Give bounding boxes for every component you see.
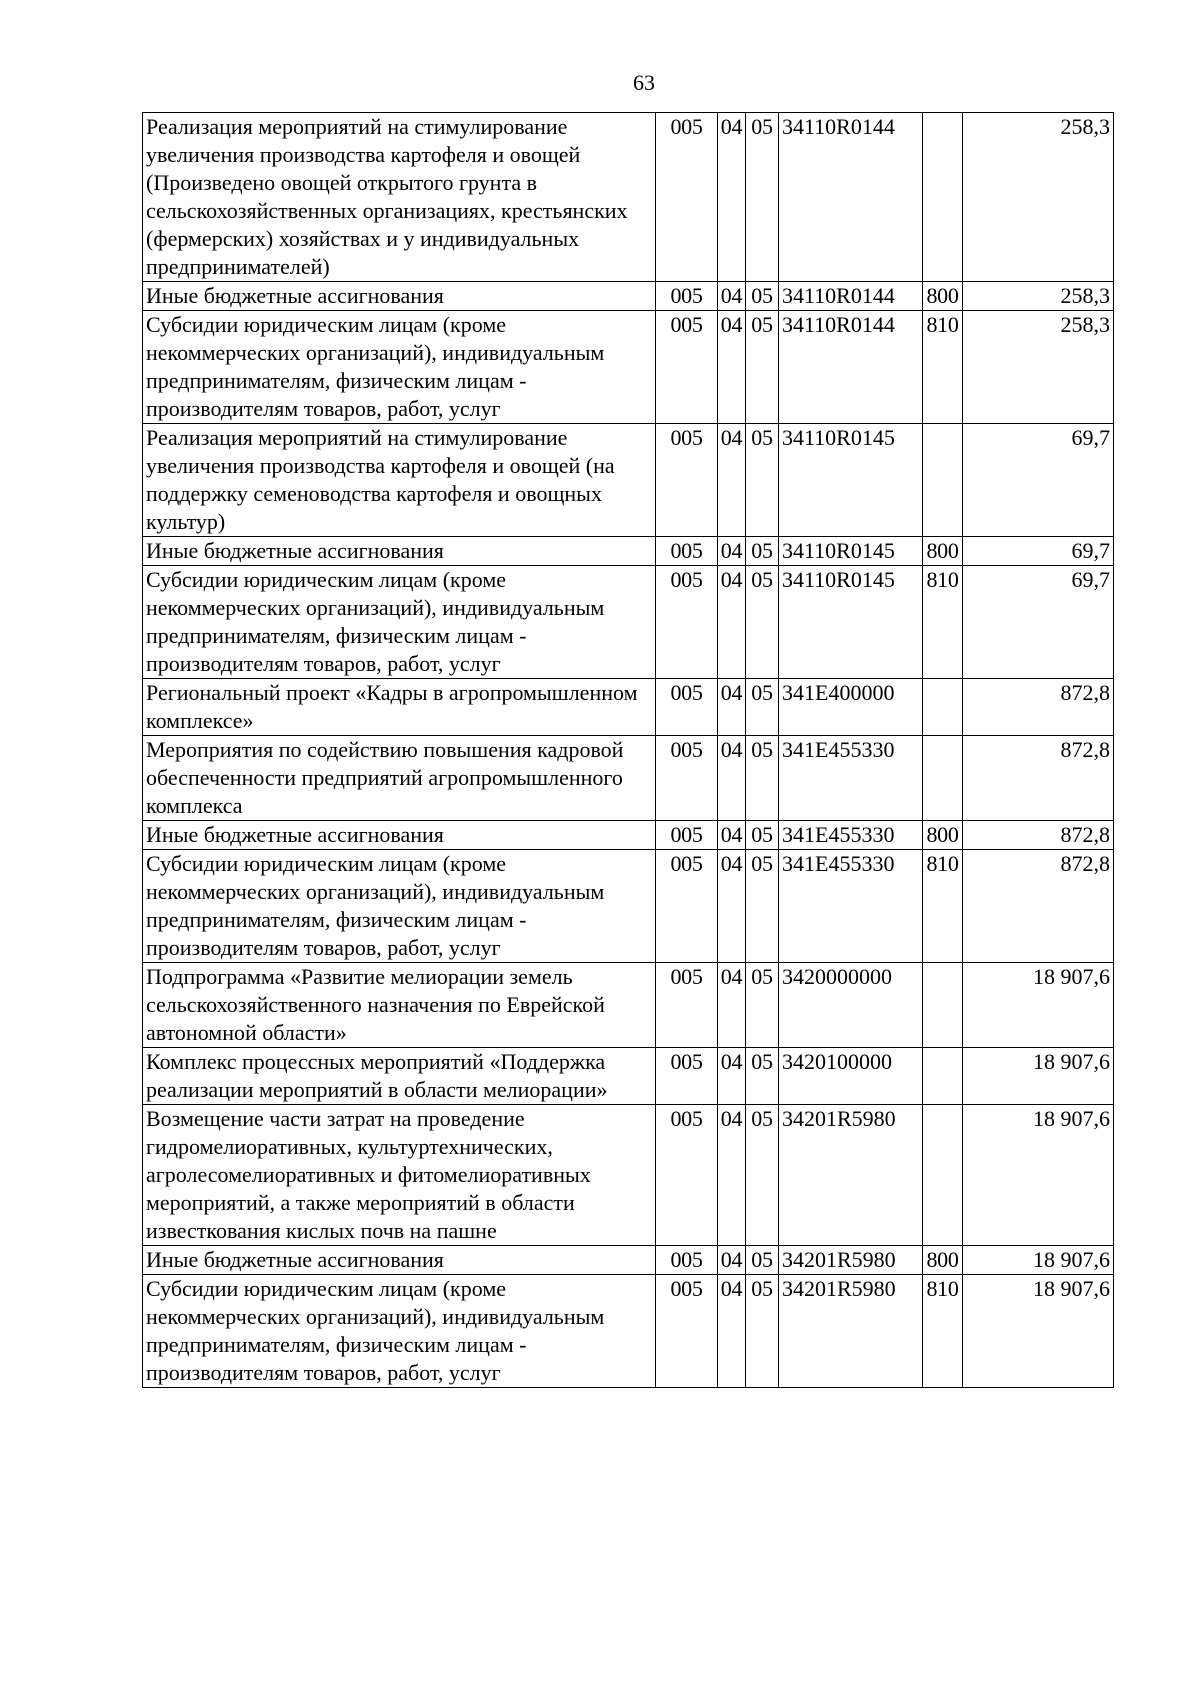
row-pr-cell: 05 xyxy=(746,963,779,1048)
row-ved-cell: 005 xyxy=(656,963,718,1048)
row-name-cell: Иные бюджетные ассигнования xyxy=(143,282,656,311)
row-name-cell: Субсидии юридическим лицам (кроме некоммерческих организаций), индивидуальным предпринимателям, физическим лицам - производителям товаров, работ, услуг xyxy=(143,850,656,963)
row-vr-cell: 810 xyxy=(923,566,963,679)
row-sum-cell: 18 907,6 xyxy=(963,1048,1114,1105)
row-name-cell: Мероприятия по содействию повышения кадровой обеспеченности предприятий агропромышленного комплекса xyxy=(143,736,656,821)
row-sum-cell: 872,8 xyxy=(963,679,1114,736)
row-sum-cell: 872,8 xyxy=(963,850,1114,963)
table-row xyxy=(143,1275,1114,1388)
row-vr-cell: 800 xyxy=(923,821,963,850)
row-vr-cell xyxy=(923,1105,963,1246)
row-ved-cell: 005 xyxy=(656,424,718,537)
row-pr-cell: 05 xyxy=(746,1105,779,1246)
row-rz-cell: 04 xyxy=(718,821,746,850)
table-row xyxy=(143,113,1114,282)
row-ved-cell: 005 xyxy=(656,850,718,963)
table-row xyxy=(143,537,1114,566)
row-sum-cell: 18 907,6 xyxy=(963,963,1114,1048)
row-csr-cell: 34201R5980 xyxy=(779,1246,923,1275)
row-pr-cell: 05 xyxy=(746,1246,779,1275)
row-pr-cell: 05 xyxy=(746,1275,779,1388)
row-vr-cell xyxy=(923,679,963,736)
row-vr-cell xyxy=(923,424,963,537)
row-name-cell: Реализация мероприятий на стимулирование увеличения производства картофеля и овощей (на поддержку семеноводства картофеля и овощных культур) xyxy=(143,424,656,537)
row-rz-cell: 04 xyxy=(718,1105,746,1246)
row-name-cell: Комплекс процессных мероприятий «Поддержка реализации мероприятий в области мелиорации» xyxy=(143,1048,656,1105)
row-ved-cell: 005 xyxy=(656,1246,718,1275)
row-sum-cell: 18 907,6 xyxy=(963,1246,1114,1275)
table-row xyxy=(143,1105,1114,1246)
row-sum-cell: 872,8 xyxy=(963,736,1114,821)
row-csr-cell: 34110R0145 xyxy=(779,537,923,566)
row-name-cell: Иные бюджетные ассигнования xyxy=(143,537,656,566)
row-vr-cell xyxy=(923,963,963,1048)
row-sum-cell: 69,7 xyxy=(963,424,1114,537)
row-rz-cell: 04 xyxy=(718,537,746,566)
row-ved-cell: 005 xyxy=(656,736,718,821)
table-row xyxy=(143,424,1114,537)
row-csr-cell: 34201R5980 xyxy=(779,1275,923,1388)
row-ved-cell: 005 xyxy=(656,821,718,850)
row-csr-cell: 34110R0145 xyxy=(779,566,923,679)
row-name-cell: Субсидии юридическим лицам (кроме некоммерческих организаций), индивидуальным предпринимателям, физическим лицам - производителям товаров, работ, услуг xyxy=(143,566,656,679)
row-pr-cell: 05 xyxy=(746,537,779,566)
row-rz-cell: 04 xyxy=(718,1048,746,1105)
row-vr-cell: 800 xyxy=(923,537,963,566)
row-vr-cell: 810 xyxy=(923,311,963,424)
row-csr-cell: 341E455330 xyxy=(779,821,923,850)
row-name-cell: Субсидии юридическим лицам (кроме некоммерческих организаций), индивидуальным предпринимателям, физическим лицам - производителям товаров, работ, услуг xyxy=(143,311,656,424)
row-name-cell: Субсидии юридическим лицам (кроме некоммерческих организаций), индивидуальным предпринимателям, физическим лицам - производителям товаров, работ, услуг xyxy=(143,1275,656,1388)
row-csr-cell: 341E455330 xyxy=(779,736,923,821)
row-rz-cell: 04 xyxy=(718,850,746,963)
row-name-cell: Возмещение части затрат на проведение гидромелиоративных, культуртехнических, агролесомелиоративных и фитомелиоративных мероприятий, а также мероприятий в области известкования кислых почв на пашне xyxy=(143,1105,656,1246)
row-ved-cell: 005 xyxy=(656,1105,718,1246)
table-row xyxy=(143,821,1114,850)
table-row xyxy=(143,736,1114,821)
row-rz-cell: 04 xyxy=(718,566,746,679)
row-rz-cell: 04 xyxy=(718,113,746,282)
row-rz-cell: 04 xyxy=(718,1246,746,1275)
row-sum-cell: 69,7 xyxy=(963,566,1114,679)
row-pr-cell: 05 xyxy=(746,850,779,963)
row-rz-cell: 04 xyxy=(718,963,746,1048)
row-pr-cell: 05 xyxy=(746,821,779,850)
row-rz-cell: 04 xyxy=(718,736,746,821)
row-csr-cell: 341E400000 xyxy=(779,679,923,736)
row-sum-cell: 258,3 xyxy=(963,282,1114,311)
table-row xyxy=(143,850,1114,963)
row-ved-cell: 005 xyxy=(656,1275,718,1388)
table-row xyxy=(143,963,1114,1048)
row-csr-cell: 341E455330 xyxy=(779,850,923,963)
table-row xyxy=(143,311,1114,424)
row-pr-cell: 05 xyxy=(746,566,779,679)
row-ved-cell: 005 xyxy=(656,1048,718,1105)
table-row xyxy=(143,282,1114,311)
row-name-cell: Подпрограмма «Развитие мелиорации земель сельскохозяйственного назначения по Еврейской автономной области» xyxy=(143,963,656,1048)
table-row xyxy=(143,1048,1114,1105)
row-csr-cell: 3420100000 xyxy=(779,1048,923,1105)
table-row xyxy=(143,679,1114,736)
row-csr-cell: 34201R5980 xyxy=(779,1105,923,1246)
row-ved-cell: 005 xyxy=(656,566,718,679)
row-ved-cell: 005 xyxy=(656,537,718,566)
row-rz-cell: 04 xyxy=(718,679,746,736)
row-pr-cell: 05 xyxy=(746,113,779,282)
row-pr-cell: 05 xyxy=(746,1048,779,1105)
row-ved-cell: 005 xyxy=(656,311,718,424)
table-row xyxy=(143,566,1114,679)
row-vr-cell xyxy=(923,113,963,282)
page-number: 63 xyxy=(633,70,655,95)
row-pr-cell: 05 xyxy=(746,679,779,736)
row-sum-cell: 18 907,6 xyxy=(963,1275,1114,1388)
budget-table xyxy=(142,112,1114,1388)
row-name-cell: Реализация мероприятий на стимулирование увеличения производства картофеля и овощей (Произведено овощей открытого грунта в сельскохозяйственных организациях, крестьянских (фермерских) хозяйствах и у индивидуальных предпринимателей) xyxy=(143,113,656,282)
row-sum-cell: 258,3 xyxy=(963,113,1114,282)
row-pr-cell: 05 xyxy=(746,424,779,537)
row-pr-cell: 05 xyxy=(746,311,779,424)
row-ved-cell: 005 xyxy=(656,282,718,311)
row-pr-cell: 05 xyxy=(746,282,779,311)
row-vr-cell: 810 xyxy=(923,1275,963,1388)
row-csr-cell: 34110R0144 xyxy=(779,113,923,282)
row-name-cell: Региональный проект «Кадры в агропромышленном комплексе» xyxy=(143,679,656,736)
row-csr-cell: 34110R0144 xyxy=(779,311,923,424)
row-sum-cell: 872,8 xyxy=(963,821,1114,850)
row-name-cell: Иные бюджетные ассигнования xyxy=(143,1246,656,1275)
row-csr-cell: 34110R0144 xyxy=(779,282,923,311)
row-rz-cell: 04 xyxy=(718,424,746,537)
row-sum-cell: 18 907,6 xyxy=(963,1105,1114,1246)
row-sum-cell: 69,7 xyxy=(963,537,1114,566)
row-vr-cell xyxy=(923,736,963,821)
row-name-cell: Иные бюджетные ассигнования xyxy=(143,821,656,850)
row-vr-cell: 810 xyxy=(923,850,963,963)
row-vr-cell: 800 xyxy=(923,1246,963,1275)
row-vr-cell xyxy=(923,1048,963,1105)
budget-table-body xyxy=(143,113,1114,1388)
row-csr-cell: 34110R0145 xyxy=(779,424,923,537)
row-csr-cell: 3420000000 xyxy=(779,963,923,1048)
row-rz-cell: 04 xyxy=(718,311,746,424)
row-rz-cell: 04 xyxy=(718,282,746,311)
row-ved-cell: 005 xyxy=(656,113,718,282)
table-row xyxy=(143,1246,1114,1275)
row-rz-cell: 04 xyxy=(718,1275,746,1388)
row-vr-cell: 800 xyxy=(923,282,963,311)
row-sum-cell: 258,3 xyxy=(963,311,1114,424)
row-pr-cell: 05 xyxy=(746,736,779,821)
row-ved-cell: 005 xyxy=(656,679,718,736)
